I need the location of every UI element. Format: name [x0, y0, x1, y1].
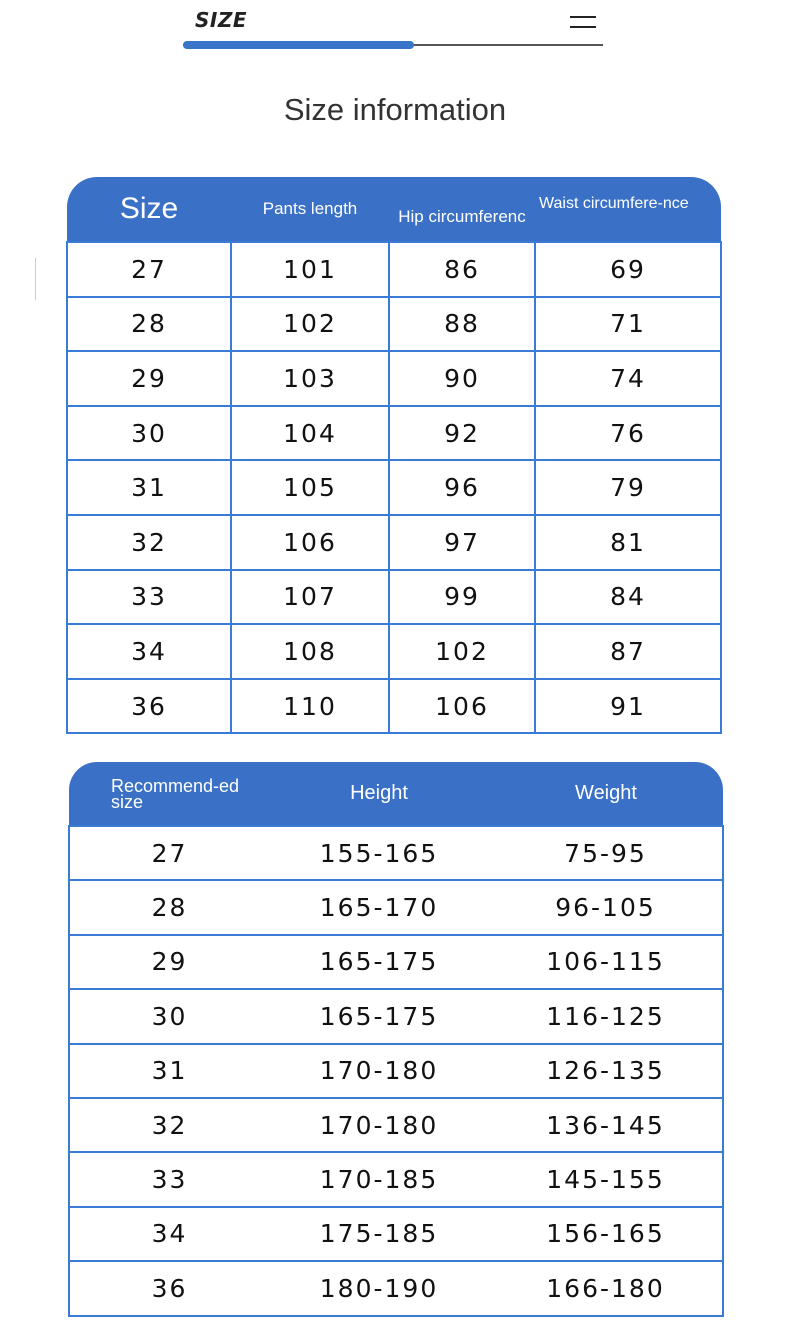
cell-waist: 91: [535, 679, 721, 734]
cell-pants-length: 108: [231, 624, 389, 679]
cell-weight: 106-115: [489, 935, 723, 989]
table-row: [69, 1044, 723, 1098]
cell-size: 36: [67, 679, 231, 734]
cell-recommended-size: 29: [69, 935, 269, 989]
cell-pants-length: 107: [231, 570, 389, 625]
cell-height: 165-175: [269, 935, 489, 989]
table-row: [69, 826, 723, 880]
cell-height: 175-185: [269, 1207, 489, 1261]
progress-track: [183, 44, 603, 46]
cell-weight: 116-125: [489, 989, 723, 1043]
table-row: [67, 242, 721, 297]
cell-weight: 126-135: [489, 1044, 723, 1098]
cell-weight: 145-155: [489, 1152, 723, 1206]
cell-size: 34: [67, 624, 231, 679]
table-row: [69, 880, 723, 934]
cell-hip: 99: [389, 570, 535, 625]
cell-size: 27: [67, 242, 231, 297]
cell-pants-length: 103: [231, 351, 389, 406]
cell-recommended-size: 28: [69, 880, 269, 934]
cell-weight: 136-145: [489, 1098, 723, 1152]
table-row: [67, 460, 721, 515]
table-header-row: [67, 177, 721, 242]
cell-size: 29: [67, 351, 231, 406]
cell-waist: 81: [535, 515, 721, 570]
table-row: [67, 570, 721, 625]
cell-size: 32: [67, 515, 231, 570]
cell-height: 170-185: [269, 1152, 489, 1206]
menu-icon[interactable]: [570, 14, 596, 32]
cell-weight: 156-165: [489, 1207, 723, 1261]
cell-pants-length: 105: [231, 460, 389, 515]
cell-hip: 106: [389, 679, 535, 734]
cell-height: 155-165: [269, 826, 489, 880]
cell-pants-length: 106: [231, 515, 389, 570]
cell-waist: 87: [535, 624, 721, 679]
divider: [35, 258, 36, 300]
table-row: [67, 406, 721, 461]
table-row: [67, 297, 721, 352]
progress-fill: [183, 41, 414, 49]
header-recommended-size: Recommend-ed size: [69, 762, 269, 826]
table-row: [69, 1207, 723, 1261]
header-height: Height: [269, 762, 489, 826]
table-row: [67, 679, 721, 734]
cell-hip: 96: [389, 460, 535, 515]
cell-weight: 75-95: [489, 826, 723, 880]
header-waist-label: Waist circumfere-nce: [539, 195, 689, 212]
table-row: [69, 1098, 723, 1152]
header-waist-circumference: [535, 177, 721, 242]
cell-hip: 88: [389, 297, 535, 352]
table-row: [69, 989, 723, 1043]
cell-pants-length: 104: [231, 406, 389, 461]
cell-size: 31: [67, 460, 231, 515]
cell-size: 33: [67, 570, 231, 625]
cell-height: 170-180: [269, 1044, 489, 1098]
header-pants-length: Pants length: [231, 177, 389, 242]
cell-recommended-size: 36: [69, 1261, 269, 1315]
size-tab-label[interactable]: SIZE: [195, 8, 248, 32]
cell-height: 180-190: [269, 1261, 489, 1315]
table-row: [69, 1152, 723, 1206]
cell-pants-length: 102: [231, 297, 389, 352]
cell-size: 28: [67, 297, 231, 352]
header-weight: Weight: [489, 762, 723, 826]
cell-recommended-size: 32: [69, 1098, 269, 1152]
table-row: [69, 1261, 723, 1315]
cell-height: 165-170: [269, 880, 489, 934]
cell-recommended-size: 27: [69, 826, 269, 880]
recommended-size-table: [68, 762, 724, 1317]
cell-hip: 92: [389, 406, 535, 461]
size-measurement-table: [66, 177, 722, 734]
header-hip-circumference: Hip circumferenc: [389, 177, 535, 242]
header-size: Size: [67, 177, 231, 242]
table-row: [69, 935, 723, 989]
cell-pants-length: 110: [231, 679, 389, 734]
cell-waist: 84: [535, 570, 721, 625]
cell-hip: 97: [389, 515, 535, 570]
cell-hip: 102: [389, 624, 535, 679]
cell-weight: 96-105: [489, 880, 723, 934]
cell-pants-length: 101: [231, 242, 389, 297]
table-row: [67, 624, 721, 679]
cell-height: 165-175: [269, 989, 489, 1043]
cell-weight: 166-180: [489, 1261, 723, 1315]
cell-height: 170-180: [269, 1098, 489, 1152]
cell-size: 30: [67, 406, 231, 461]
cell-recommended-size: 34: [69, 1207, 269, 1261]
cell-recommended-size: 31: [69, 1044, 269, 1098]
cell-waist: 71: [535, 297, 721, 352]
cell-waist: 74: [535, 351, 721, 406]
cell-waist: 69: [535, 242, 721, 297]
section-title: Size information: [283, 92, 507, 127]
table-row: [67, 351, 721, 406]
table-row: [67, 515, 721, 570]
cell-recommended-size: 33: [69, 1152, 269, 1206]
top-bar: [0, 0, 790, 60]
cell-hip: 86: [389, 242, 535, 297]
cell-waist: 79: [535, 460, 721, 515]
cell-recommended-size: 30: [69, 989, 269, 1043]
cell-waist: 76: [535, 406, 721, 461]
cell-hip: 90: [389, 351, 535, 406]
table-header-row: [69, 762, 723, 826]
